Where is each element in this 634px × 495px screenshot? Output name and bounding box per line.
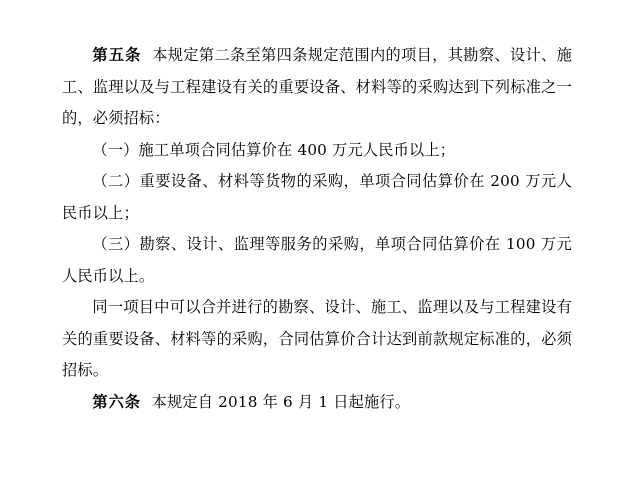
paragraph-article-six (62, 387, 572, 419)
paragraph-item-two (62, 166, 572, 229)
paragraph-combined-projects (62, 292, 572, 387)
paragraph-item-one (62, 135, 572, 167)
paragraph-article-five (62, 40, 572, 135)
item-two-text: （二）重要设备、材料等货物的采购，单项合同估算价在 200 万元人民币以上； (62, 172, 572, 222)
article-five-text: 本规定第二条至第四条规定范围内的项目，其勘察、设计、施工、监理以及与工程建设有关的重要设备、材料等的采购达到下列标准之一的，必须招标： (62, 46, 572, 127)
item-three-text: （三）勘察、设计、监理等服务的采购，单项合同估算价在 100 万元人民币以上。 (62, 235, 572, 285)
article-five-label: 第五条 (92, 46, 142, 64)
item-one-text: （一）施工单项合同估算价在 400 万元人民币以上； (92, 140, 456, 159)
combined-projects-text: 同一项目中可以合并进行的勘察、设计、施工、监理以及与工程建设有关的重要设备、材料等的采购，合同估算价合计达到前款规定标准的，必须招标。 (62, 298, 572, 379)
paragraph-item-three (62, 229, 572, 292)
article-six-label: 第六条 (92, 392, 141, 411)
article-six-text: 本规定自 2018 年 6 月 1 日起施行。 (151, 392, 411, 411)
